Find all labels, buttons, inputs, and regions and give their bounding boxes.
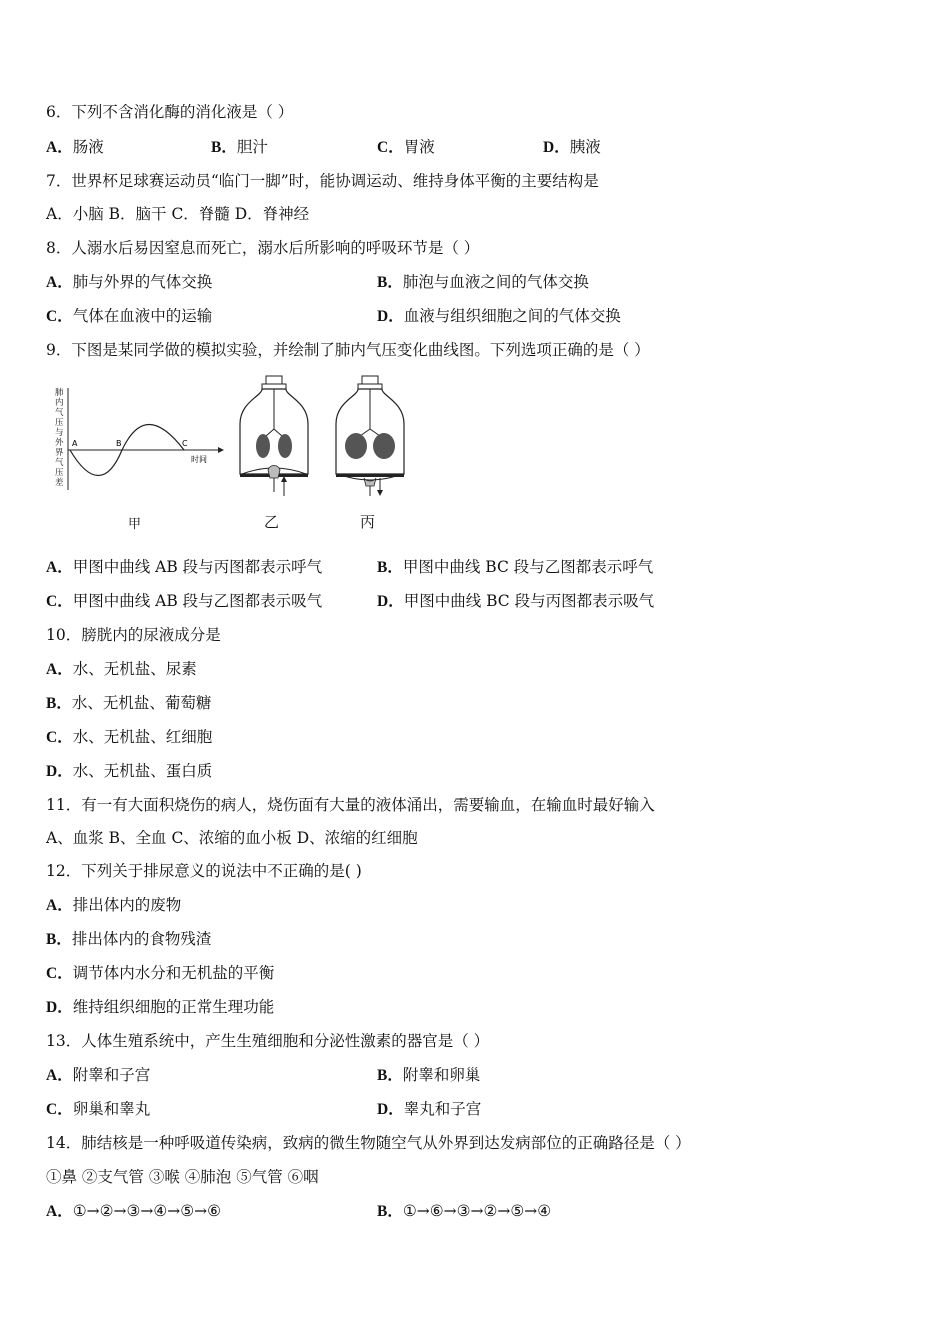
- q9-option-a: A．甲图中曲线 AB 段与丙图都表示呼气: [46, 558, 323, 576]
- q8-stem: 8．人溺水后易因窒息而死亡，溺水后所影响的呼吸环节是（ ）: [46, 239, 480, 257]
- q9-option-b: B．甲图中曲线 BC 段与乙图都表示呼气: [377, 558, 654, 576]
- q10-option-c: C．水、无机盐、红细胞: [46, 728, 213, 746]
- q12-option-c: C．调节体内水分和无机盐的平衡: [46, 964, 275, 982]
- q6-stem: 6．下列不含消化酶的消化液是（ ）: [46, 103, 294, 121]
- q8-option-a: A．肺与外界的气体交换: [46, 273, 213, 291]
- q12-stem: 12．下列关于排尿意义的说法中不正确的是( ): [46, 862, 362, 880]
- point-a-label: A: [72, 439, 78, 448]
- q8-option-c: C．气体在血液中的运输: [46, 307, 213, 325]
- pressure-graph: [46, 380, 226, 510]
- q10-stem: 10．膀胱内的尿液成分是: [46, 626, 221, 644]
- q10-option-b: B．水、无机盐、葡萄糖: [46, 694, 212, 712]
- q12-option-d: D．维持组织细胞的正常生理功能: [46, 998, 275, 1016]
- q10-option-a: A．水、无机盐、尿素: [46, 660, 197, 678]
- q6-option-a: A．肠液: [46, 138, 104, 156]
- q8-option-d: D．血液与组织细胞之间的气体交换: [377, 307, 621, 325]
- q6-option-c: C．胃液: [377, 138, 435, 156]
- q13-stem: 13．人体生殖系统中，产生生殖细胞和分泌性激素的器官是（ ）: [46, 1032, 490, 1050]
- q9-stem: 9．下图是某同学做的模拟实验，并绘制了肺内气压变化曲线图。下列选项正确的是（ ）: [46, 341, 650, 359]
- pressure-axis-label: 肺内气压与外界气压差: [55, 388, 64, 488]
- q10-option-d: D．水、无机盐、蛋白质: [46, 762, 213, 780]
- label-jia: 甲: [128, 517, 142, 532]
- q6-option-d: D．胰液: [543, 138, 601, 156]
- q12-option-a: A．排出体内的废物: [46, 896, 182, 914]
- q9-figure: [46, 372, 466, 534]
- q6-option-b: B．胆汁: [211, 138, 268, 156]
- q8-option-b: B．肺泡与血液之间的气体交换: [377, 273, 589, 291]
- q13-option-d: D．睾丸和子宫: [377, 1100, 482, 1118]
- q14-stem: 14．肺结核是一种呼吸道传染病，致病的微生物随空气从外界到达发病部位的正确路径是（ ）: [46, 1134, 691, 1152]
- point-c-label: C: [182, 439, 188, 448]
- q12-option-b: B．排出体内的食物残渣: [46, 930, 212, 948]
- q7-stem: 7．世界杯足球赛运动员“临门一脚”时，能协调运动、维持身体平衡的主要结构是: [46, 172, 599, 190]
- point-b-label: B: [116, 439, 122, 448]
- time-axis-label: 时间: [191, 455, 207, 464]
- bell-jar-yi: [234, 374, 314, 499]
- q14-option-a: A．①→②→③→④→⑤→⑥: [46, 1202, 222, 1220]
- bell-jar-bing: [330, 374, 410, 499]
- q13-option-a: A．附睾和子宫: [46, 1066, 151, 1084]
- q9-option-d: D．甲图中曲线 BC 段与丙图都表示吸气: [377, 592, 655, 610]
- q13-option-c: C．卵巢和睾丸: [46, 1100, 151, 1118]
- q11-options: A、血浆 B、全血 C、浓缩的血小板 D、浓缩的红细胞: [46, 829, 418, 847]
- q7-options: A．小脑 B．脑干 C．脊髓 D．脊神经: [46, 205, 310, 223]
- label-yi: 乙: [264, 513, 280, 531]
- q14-items: ①鼻 ②支气管 ③喉 ④肺泡 ⑤气管 ⑥咽: [46, 1168, 319, 1186]
- q9-option-c: C．甲图中曲线 AB 段与乙图都表示吸气: [46, 592, 323, 610]
- q13-option-b: B．附睾和卵巢: [377, 1066, 481, 1084]
- label-bing: 丙: [360, 513, 376, 531]
- q14-option-b: B．①→⑥→③→②→⑤→④: [377, 1202, 552, 1220]
- q11-stem: 11．有一有大面积烧伤的病人，烧伤面有大量的液体涌出，需要输血，在输血时最好输入: [46, 796, 655, 814]
